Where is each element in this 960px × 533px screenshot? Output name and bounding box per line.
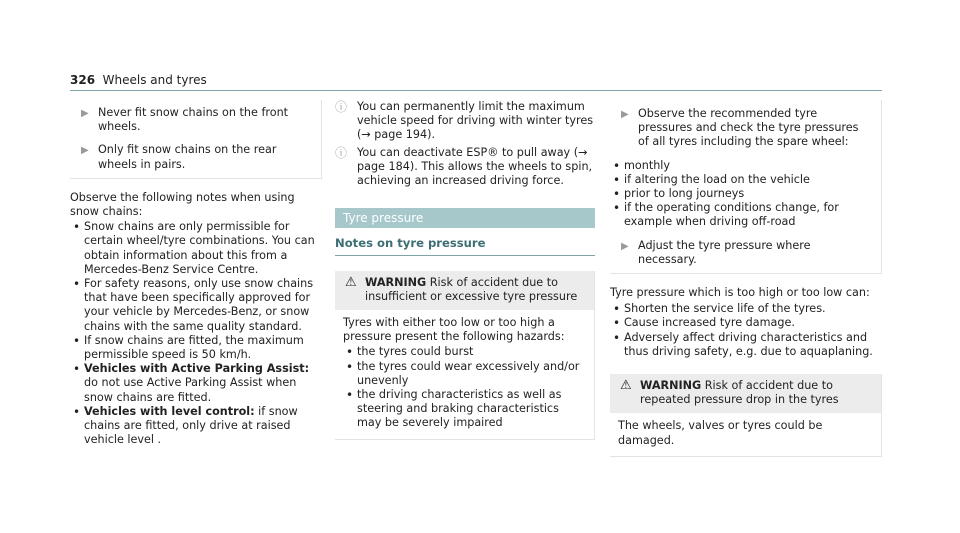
step-bullet-list — [610, 159, 871, 230]
step-text: Observe the recommended tyre pressures and check the tyre pressures of all tyres including the spare wheel: — [638, 107, 859, 149]
warning-body — [335, 310, 594, 439]
bullet-text: do not use Active Parking Assist when snow chains are fitted. — [84, 376, 297, 404]
bullet-text: if snow chains are fitted, only drive at raised vehicle level . — [84, 404, 298, 447]
bullet-text: Adversely affect driving characteristics and thus driving safety, e.g. due to aquaplaning. — [624, 330, 873, 358]
bullet-bold-label: Vehicles with Active Parking Assist: — [84, 362, 310, 376]
list-item — [70, 405, 322, 448]
bullet-text: if the operating conditions change, for example when driving off-road — [624, 201, 839, 229]
warning-box — [610, 374, 882, 457]
triangle-right-icon: ▶ — [621, 109, 629, 120]
bullet-dot-icon: • — [613, 187, 621, 202]
warning-bullet-list — [343, 345, 586, 430]
column-1 — [70, 100, 322, 447]
warning-text: The wheels, valves or tyres could be damaged. — [618, 419, 823, 447]
column-2 — [335, 100, 595, 440]
step-text: Only fit snow chains on the rear wheels in pairs. — [98, 143, 277, 171]
list-item — [610, 331, 882, 359]
bullet-text: if altering the load on the vehicle — [624, 172, 810, 186]
bullet-dot-icon: • — [613, 158, 621, 173]
bullet-dot-icon: • — [613, 316, 621, 331]
bullet-text: the driving characteristics as well as steering and braking characteristics may be severely impaired — [357, 388, 562, 430]
page-header — [70, 73, 882, 91]
bullet-dot-icon: • — [613, 201, 621, 216]
step-item — [610, 239, 871, 267]
bullet-text: If snow chains are fitted, the maximum permissible speed is 50 km/h. — [84, 333, 304, 362]
list-item — [610, 201, 871, 229]
bullet-text: monthly — [624, 158, 671, 172]
bullet-list — [70, 220, 322, 447]
list-item — [70, 220, 322, 277]
warning-text: Tyres with either too low or too high a pressure present the following hazards: — [343, 316, 565, 344]
page-number: 326 — [70, 73, 96, 87]
bullet-text: Snow chains are only permissible for certain wheel/tyre combinations. You can obtain information about this from a Mercedes-Benz Service Centre. — [84, 220, 315, 276]
bullet-text: Cause increased tyre damage. — [624, 316, 795, 330]
info-text: You can deactivate ESP® to pull away (→ page 184). This allows the wheels to spin, achieving an increased driving force. — [357, 145, 593, 188]
list-item — [610, 187, 871, 201]
info-note — [335, 100, 595, 143]
list-item — [343, 388, 586, 431]
bullet-text: For safety reasons, only use snow chains that have been specifically approved for your vehicle by Mercedes-Benz, or snow chains with the same quality standard. — [84, 277, 314, 333]
list-item — [343, 345, 586, 359]
bullet-dot-icon: • — [613, 330, 621, 345]
warning-label: WARNING — [640, 379, 702, 393]
warning-label: WARNING — [365, 275, 427, 289]
section-title: Tyre pressure — [335, 208, 595, 228]
step-text: Never fit snow chains on the front wheels. — [98, 106, 289, 134]
triangle-right-icon: ▶ — [81, 145, 89, 157]
warning-triangle-icon: ⚠ — [620, 378, 632, 394]
list-item — [343, 360, 586, 388]
subheading: Notes on tyre pressure — [335, 236, 595, 255]
info-circle-icon: ⓘ — [335, 145, 348, 160]
bullet-dot-icon: • — [346, 345, 354, 360]
list-item — [610, 159, 871, 173]
warning-header — [610, 374, 881, 413]
info-text: You can permanently limit the maximum vehicle speed for driving with winter tyres (→ page 194). — [357, 100, 594, 142]
info-circle-icon: ⓘ — [335, 100, 348, 114]
list-item — [70, 334, 322, 362]
warning-body — [610, 413, 881, 455]
column-3 — [610, 100, 882, 457]
step-text: Adjust the tyre pressure where necessary. — [638, 238, 811, 266]
bullet-bold-label: Vehicles with level control: — [84, 404, 255, 418]
bullet-dot-icon: • — [73, 404, 81, 419]
warning-title: Risk of accident due to repeated pressure drop in the tyres — [640, 379, 839, 407]
list-item — [70, 277, 322, 334]
bullet-dot-icon: • — [613, 172, 621, 187]
bullet-dot-icon: • — [613, 302, 621, 317]
list-item — [610, 302, 882, 316]
list-item — [70, 362, 322, 405]
triangle-right-icon: ▶ — [81, 108, 89, 119]
triangle-right-icon: ▶ — [621, 240, 629, 252]
bullet-dot-icon: • — [73, 362, 81, 377]
bullet-dot-icon: • — [346, 359, 354, 374]
step-item — [70, 106, 311, 134]
bullet-text: prior to long journeys — [624, 187, 745, 201]
info-note — [335, 146, 595, 189]
intro-text: Observe the following notes when using snow chains: — [70, 190, 295, 219]
warning-box — [335, 271, 595, 440]
list-item — [610, 173, 871, 187]
bullet-dot-icon: • — [73, 220, 81, 235]
warning-header — [335, 271, 594, 310]
steps-box — [70, 100, 322, 179]
bullet-dot-icon: • — [346, 388, 354, 403]
warning-triangle-icon: ⚠ — [345, 274, 357, 290]
bullet-dot-icon: • — [73, 277, 81, 292]
bullet-list — [610, 302, 882, 359]
list-item — [610, 316, 882, 330]
bullet-dot-icon: • — [73, 333, 81, 348]
intro-text: Tyre pressure which is too high or too low can: — [610, 286, 870, 300]
bullet-text: Shorten the service life of the tyres. — [624, 302, 826, 316]
bullet-text: the tyres could burst — [357, 345, 474, 359]
steps-box — [610, 100, 882, 274]
bullet-text: the tyres could wear excessively and/or unevenly — [357, 359, 580, 387]
warning-title: Risk of accident due to insufficient or excessive tyre pressure — [365, 275, 578, 303]
page-title: Wheels and tyres — [102, 73, 207, 87]
step-item — [70, 143, 311, 171]
step-item — [610, 107, 871, 150]
